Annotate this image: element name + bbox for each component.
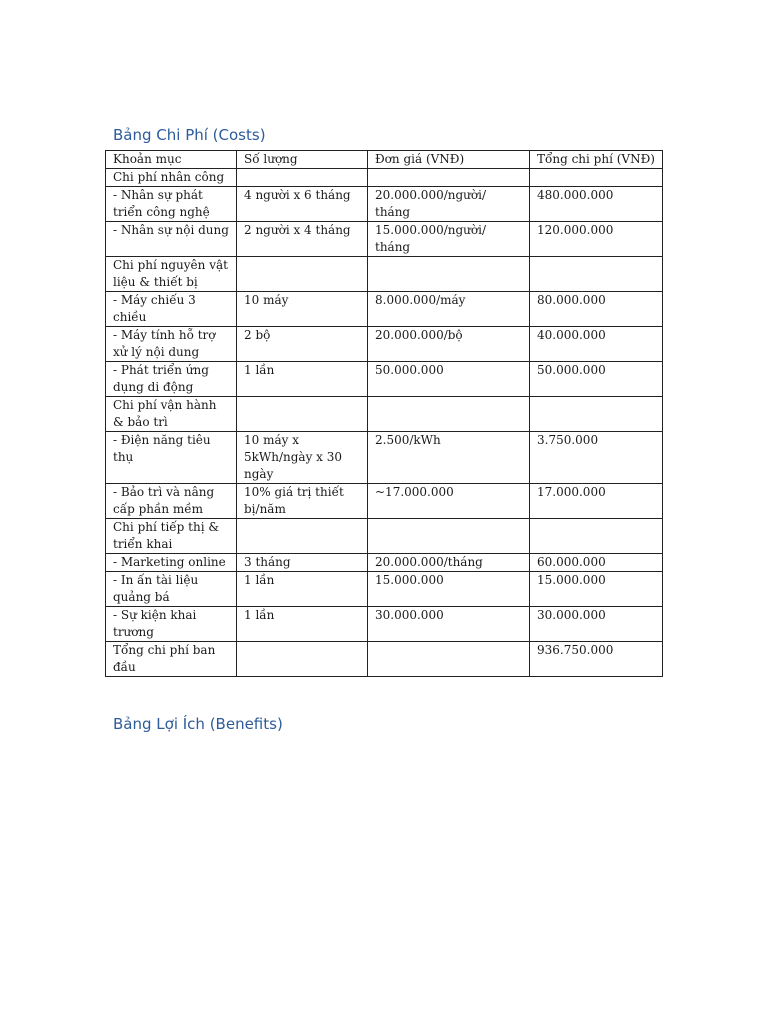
table-cell-item: Tổng chi phí ban đầu — [106, 642, 237, 677]
benefits-heading: Bảng Lợi Ích (Benefits) — [113, 715, 283, 733]
table-cell-total: 3.750.000 — [530, 432, 663, 484]
table-cell-item: - Phát triển ứng dụng di động — [106, 362, 237, 397]
table-cell-total — [530, 169, 663, 187]
table-cell-unit-price — [368, 169, 530, 187]
table-cell-item: - Máy tính hỗ trợ xử lý nội dung — [106, 327, 237, 362]
table-cell-total — [530, 257, 663, 292]
table-cell-item: - Bảo trì và nâng cấp phần mềm — [106, 484, 237, 519]
table-cell-quantity — [237, 642, 368, 677]
table-cell-total: 30.000.000 — [530, 607, 663, 642]
costs-table-body — [106, 169, 663, 677]
table-cell-quantity: 10 máy — [237, 292, 368, 327]
table-cell-item: - Nhân sự nội dung — [106, 222, 237, 257]
table-cell-unit-price — [368, 397, 530, 432]
table-row — [106, 169, 663, 187]
table-cell-unit-price: 20.000.000/bộ — [368, 327, 530, 362]
table-cell-unit-price — [368, 257, 530, 292]
table-cell-unit-price: 2.500/kWh — [368, 432, 530, 484]
table-row — [106, 484, 663, 519]
table-row — [106, 572, 663, 607]
header-cell-total: Tổng chi phí (VNĐ) — [530, 151, 663, 169]
table-cell-unit-price: 8.000.000/máy — [368, 292, 530, 327]
table-row — [106, 187, 663, 222]
table-cell-unit-price: 50.000.000 — [368, 362, 530, 397]
table-cell-total: 50.000.000 — [530, 362, 663, 397]
table-cell-unit-price: 20.000.000/tháng — [368, 554, 530, 572]
table-row — [106, 292, 663, 327]
table-cell-quantity: 1 lần — [237, 362, 368, 397]
table-cell-item: - Nhân sự phát triển công nghệ — [106, 187, 237, 222]
costs-table-header — [106, 151, 663, 169]
table-row — [106, 642, 663, 677]
table-cell-unit-price: ~17.000.000 — [368, 484, 530, 519]
costs-heading: Bảng Chi Phí (Costs) — [113, 126, 266, 144]
costs-table — [105, 150, 663, 677]
table-cell-quantity: 2 bộ — [237, 327, 368, 362]
table-row — [106, 554, 663, 572]
table-cell-item: - Điện năng tiêu thụ — [106, 432, 237, 484]
table-cell-item: Chi phí nhân công — [106, 169, 237, 187]
table-cell-item: Chi phí nguyên vật liệu & thiết bị — [106, 257, 237, 292]
table-cell-total: 80.000.000 — [530, 292, 663, 327]
table-cell-total: 120.000.000 — [530, 222, 663, 257]
table-cell-quantity — [237, 519, 368, 554]
table-row — [106, 519, 663, 554]
table-cell-total: 17.000.000 — [530, 484, 663, 519]
table-cell-unit-price — [368, 642, 530, 677]
table-cell-item: - In ấn tài liệu quảng bá — [106, 572, 237, 607]
table-cell-item: - Marketing online — [106, 554, 237, 572]
table-row — [106, 397, 663, 432]
table-row — [106, 432, 663, 484]
table-cell-total — [530, 519, 663, 554]
table-cell-quantity: 10% giá trị thiết bị/năm — [237, 484, 368, 519]
table-cell-unit-price: 20.000.000/người/ tháng — [368, 187, 530, 222]
header-row — [106, 151, 663, 169]
table-row — [106, 222, 663, 257]
table-cell-item: - Máy chiếu 3 chiều — [106, 292, 237, 327]
table-cell-quantity: 2 người x 4 tháng — [237, 222, 368, 257]
table-cell-total: 480.000.000 — [530, 187, 663, 222]
header-cell-item: Khoản mục — [106, 151, 237, 169]
table-cell-quantity: 10 máy x 5kWh/ngày x 30 ngày — [237, 432, 368, 484]
table-cell-quantity: 4 người x 6 tháng — [237, 187, 368, 222]
table-cell-unit-price: 15.000.000/người/ tháng — [368, 222, 530, 257]
table-cell-item: - Sự kiện khai trương — [106, 607, 237, 642]
table-row — [106, 607, 663, 642]
header-cell-quantity: Số lượng — [237, 151, 368, 169]
table-cell-quantity — [237, 169, 368, 187]
table-cell-item: Chi phí tiếp thị & triển khai — [106, 519, 237, 554]
table-cell-quantity: 3 tháng — [237, 554, 368, 572]
table-cell-total: 15.000.000 — [530, 572, 663, 607]
table-cell-total: 936.750.000 — [530, 642, 663, 677]
table-cell-unit-price — [368, 519, 530, 554]
table-cell-unit-price: 15.000.000 — [368, 572, 530, 607]
table-row — [106, 362, 663, 397]
table-cell-quantity: 1 lần — [237, 607, 368, 642]
table-cell-total: 40.000.000 — [530, 327, 663, 362]
table-cell-quantity — [237, 257, 368, 292]
table-cell-quantity: 1 lần — [237, 572, 368, 607]
table-cell-quantity — [237, 397, 368, 432]
table-cell-item: Chi phí vận hành & bảo trì — [106, 397, 237, 432]
table-row — [106, 327, 663, 362]
header-cell-unit-price: Đơn giá (VNĐ) — [368, 151, 530, 169]
table-row — [106, 257, 663, 292]
table-cell-total: 60.000.000 — [530, 554, 663, 572]
table-cell-unit-price: 30.000.000 — [368, 607, 530, 642]
table-cell-total — [530, 397, 663, 432]
